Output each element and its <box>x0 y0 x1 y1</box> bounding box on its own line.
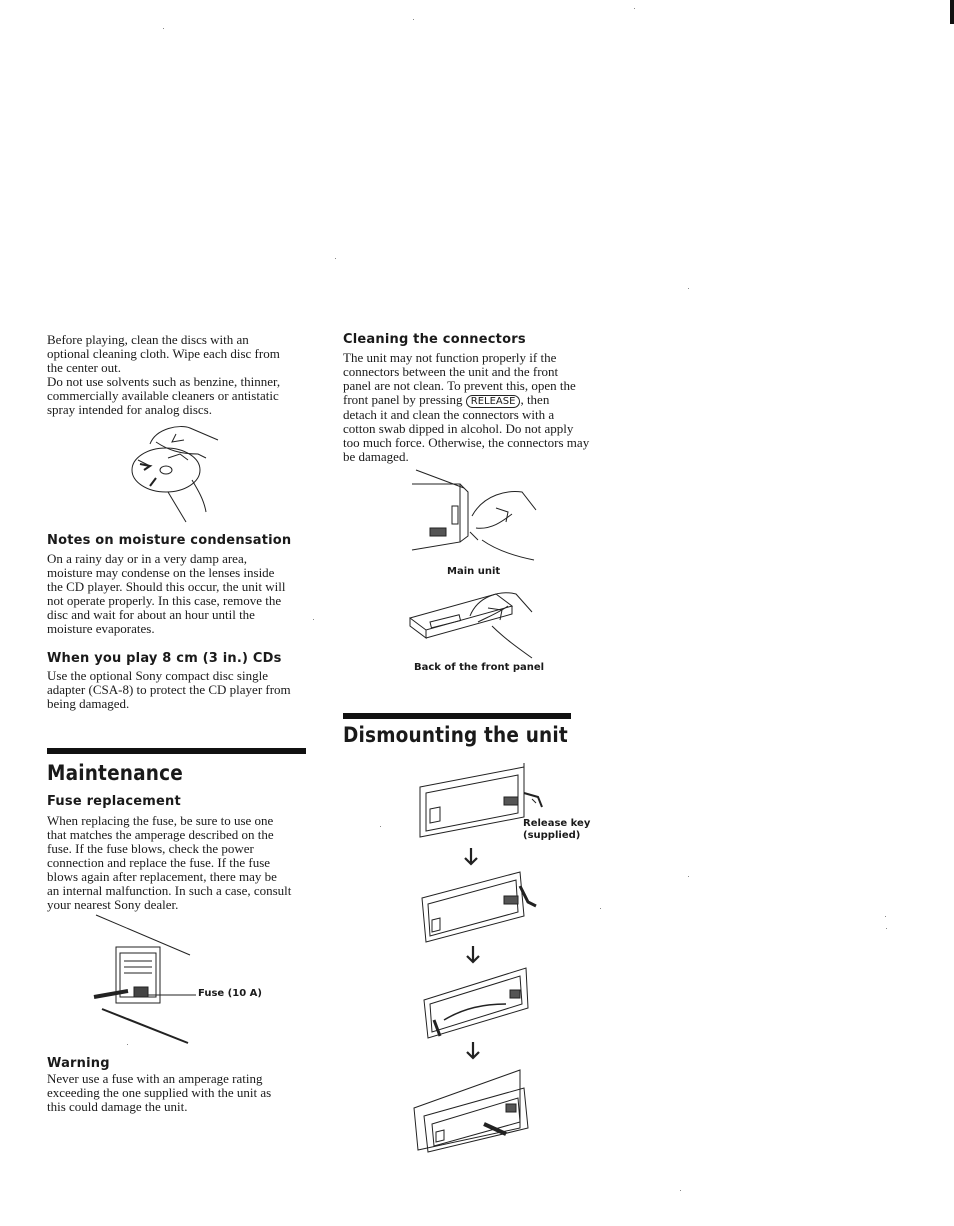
scan-speck <box>413 19 414 20</box>
warning-heading: Warning <box>47 1056 110 1071</box>
scan-speck <box>634 8 635 9</box>
dismount-step4-illustration <box>414 1068 534 1154</box>
dismount-step3-illustration <box>424 964 534 1044</box>
scan-speck <box>127 1044 128 1045</box>
connectors-text <box>343 351 618 464</box>
warning-text: Never use a fuse with an amperage rating exceeding the one supplied with the unit as this could damage the unit. <box>47 1071 272 1114</box>
release-key-label: Release key (supplied) <box>523 818 591 841</box>
connectors-text-part1: The unit may not function properly if the connectors between the unit and the front panel are not clean. To prevent this, open the front panel by pressing <box>343 350 576 407</box>
front-panel-label: Back of the front panel <box>414 662 545 673</box>
scan-speck <box>600 908 601 909</box>
fuse-illustration <box>88 915 198 1050</box>
scan-speck <box>380 826 381 827</box>
disc-cleaning-illustration <box>128 420 228 525</box>
scan-speck <box>688 288 689 289</box>
page-edge-mark <box>950 0 954 24</box>
scan-speck <box>163 28 164 29</box>
step-arrow-3 <box>466 1042 480 1060</box>
scan-speck <box>680 1190 681 1191</box>
main-unit-illustration <box>412 470 542 562</box>
dismounting-title: Dismounting the unit <box>343 723 568 747</box>
scan-speck <box>313 619 314 620</box>
moisture-heading: Notes on moisture condensation <box>47 533 292 548</box>
release-key-symbol: RELEASE <box>466 395 521 408</box>
step-arrow-2 <box>466 946 480 964</box>
maintenance-rule <box>47 748 306 754</box>
fuse-text: When replacing the fuse, be sure to use one that matches the amperage described on the fuse. If the fuse blows, check the power connection and replace the fuse. If the fuse blows again after replacement, there may be an internal malfunction. In such a case, consult your nearest Sony dealer. <box>47 813 292 912</box>
fuse-heading: Fuse replacement <box>47 794 181 809</box>
eight-cm-text: Use the optional Sony compact disc single adapter (CSA-8) to protect the CD player from being damaged. <box>47 668 291 711</box>
scan-speck <box>688 876 689 877</box>
connectors-text-part2: , then detach it and clean the connectors with a cotton swab dipped in alcohol. Do not apply too much force. Otherwise, the connectors may be damaged. <box>343 392 590 464</box>
scan-speck <box>335 258 336 259</box>
disc-cleaning-text: Before playing, clean the discs with an optional cleaning cloth. Wipe each disc from the center out. Do not use solvents such as benzine, thinner, commercially available cleaners or antistatic spray intended for analog discs. <box>47 332 281 417</box>
fuse-label: Fuse (10 A) <box>198 988 262 999</box>
front-panel-illustration <box>408 586 538 664</box>
dismount-step2-illustration <box>420 866 540 946</box>
main-unit-label: Main unit <box>447 566 501 577</box>
connectors-heading: Cleaning the connectors <box>343 332 526 347</box>
dismounting-rule <box>343 713 571 719</box>
step-arrow-1 <box>464 848 478 866</box>
scan-speck <box>886 928 887 929</box>
maintenance-title: Maintenance <box>47 761 183 785</box>
eight-cm-heading: When you play 8 cm (3 in.) CDs <box>47 651 282 666</box>
moisture-text: On a rainy day or in a very damp area, moisture may condense on the lenses inside the CD player. Should this occur, the unit will not operate properly. In this case, remove the disc and wait for about an hour until the moisture evaporates. <box>47 551 286 636</box>
scan-speck <box>885 916 886 917</box>
